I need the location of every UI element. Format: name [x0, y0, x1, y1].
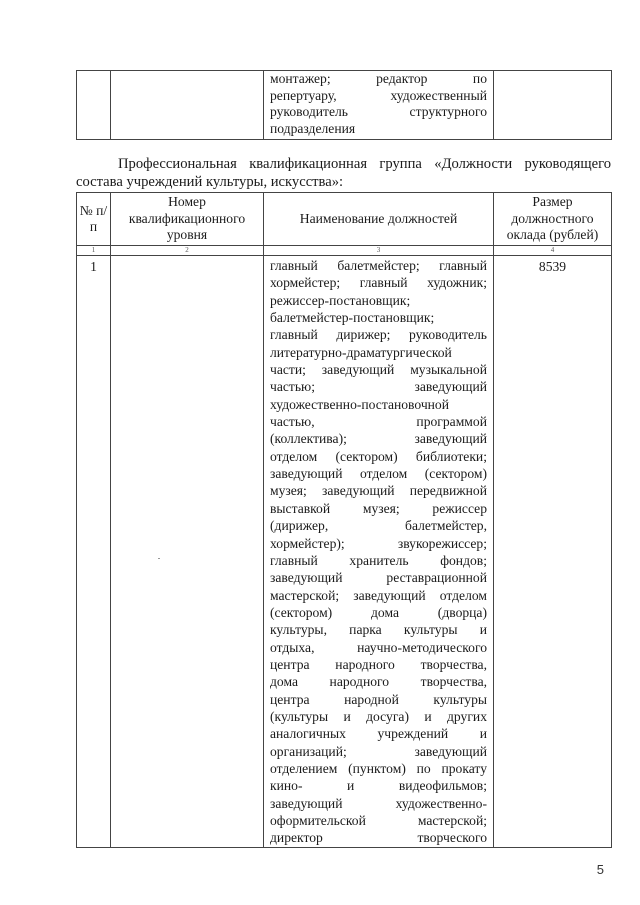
caption-line: состава учреждений культуры, искусства»:	[76, 174, 344, 190]
text-line: частью, программой	[270, 414, 487, 430]
positions-cell	[264, 71, 494, 140]
text-line: главный балетмейстер; главный	[270, 258, 487, 273]
text-line: оформительской мастерской;	[270, 813, 487, 828]
row-number: 1	[77, 256, 111, 848]
text-line: выставкой музея; режиссер	[270, 500, 487, 516]
text-line: музея; заведующий передвижной	[270, 483, 487, 499]
text-line: хормейстер; главный художник;	[270, 275, 487, 291]
text-line: культуры, парка культуры и	[270, 622, 487, 638]
salary-cell	[494, 71, 612, 140]
text-line: центра народной культуры	[270, 691, 487, 707]
level-cell	[111, 256, 264, 848]
text-line: режиссер-постановщик;	[270, 292, 411, 308]
text-line: части; заведующий музыкальной	[270, 362, 487, 378]
text-line: (коллектива); заведующий	[270, 431, 487, 447]
text-line: главный дирижер; руководитель	[270, 327, 487, 343]
level-cell	[111, 71, 264, 140]
text-line: руководитель структурного	[270, 104, 487, 120]
header-positions: Наименование должностей	[264, 193, 494, 246]
text-line: главный хранитель фондов;	[270, 552, 487, 568]
column-number: 3	[264, 246, 494, 256]
text-line: отделом (сектором) библиотеки;	[270, 448, 487, 464]
text-line: репертуару, художественный	[270, 87, 487, 103]
header-level: Номер квалификационного уровня	[111, 193, 264, 246]
column-number-row	[77, 246, 612, 256]
text-line: заведующий реставрационной	[270, 570, 487, 586]
text-line: заведующий отделом (сектором)	[270, 466, 487, 482]
text-line: организаций; заведующий	[270, 743, 487, 759]
column-number: 1	[77, 246, 111, 256]
text-line: центра народного творчества,	[270, 656, 487, 672]
header-num: № п/п	[77, 193, 111, 246]
positions-cell	[264, 256, 494, 848]
page-number: 5	[596, 862, 604, 877]
text-line: директор творческого	[270, 830, 487, 846]
num-cell	[77, 71, 111, 140]
salary-value: 8539	[494, 256, 612, 848]
column-number: 2	[111, 246, 264, 256]
text-line: отделением (пунктом) по прокату	[270, 760, 487, 776]
table-row	[77, 71, 612, 140]
text-line: литературно-драматургической	[270, 344, 452, 360]
text-line: хормейстер); звукорежиссер;	[270, 535, 487, 551]
text-line: монтажер; редактор по	[270, 71, 487, 86]
text-line: (сектором) дома (дворца)	[270, 604, 487, 620]
text-line: кино- и видеофильмов;	[270, 778, 487, 794]
group-caption	[76, 155, 611, 191]
header-row	[77, 193, 612, 246]
header-salary: Размер должностного оклада (рублей)	[494, 193, 612, 246]
caption-line: Профессиональная квалификационная группа «Должности руководящего	[118, 156, 611, 172]
text-line: аналогичных учреждений и	[270, 726, 487, 742]
positions-table	[76, 192, 612, 848]
text-line: художественно-постановочной	[270, 396, 450, 412]
text-line: частью; заведующий	[270, 379, 487, 395]
text-line: (дирижер, балетмейстер,	[270, 518, 487, 534]
table-row	[77, 256, 612, 848]
text-line: балетмейстер-постановщик;	[270, 310, 435, 326]
text-line: отдыха, научно-методического	[270, 639, 487, 655]
continuation-table	[76, 70, 612, 140]
text-line: заведующий художественно-	[270, 795, 487, 811]
column-number: 4	[494, 246, 612, 256]
text-line: подразделения	[270, 120, 356, 136]
scan-speck	[158, 558, 160, 559]
text-line: дома народного творчества,	[270, 674, 487, 690]
text-line: мастерской; заведующий отделом	[270, 587, 487, 603]
text-line: (культуры и досуга) и других	[270, 708, 487, 724]
